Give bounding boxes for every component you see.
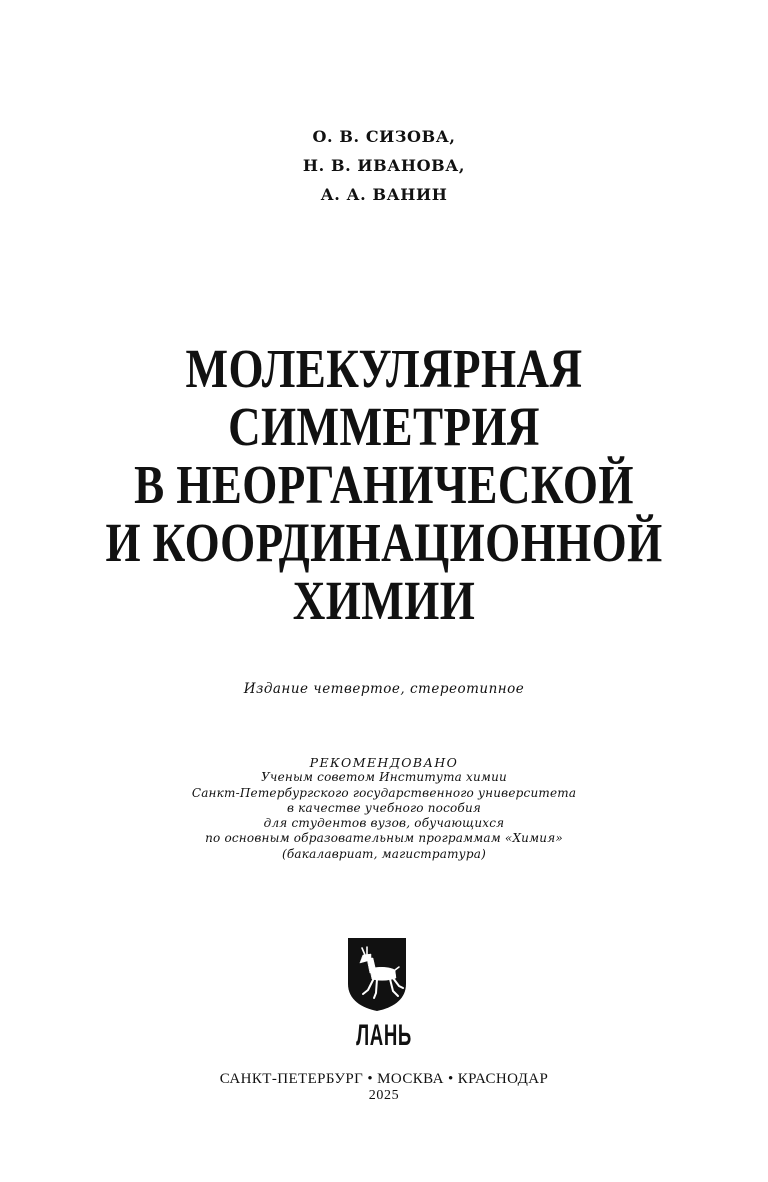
book-title: [69, 340, 699, 630]
title-line-1: МОЛЕКУЛЯРНАЯ: [185, 338, 583, 399]
edition-note: Издание четвертое, стереотипное: [243, 681, 525, 697]
publisher-logo-name: ЛАНЬ: [356, 1019, 412, 1052]
title-line-2: СИММЕТРИЯ: [228, 396, 540, 457]
deer-shield-icon: [346, 936, 408, 1012]
authors-block: [0, 122, 768, 209]
recommendation-line-2: Санкт-Петербургского государственного университета: [191, 785, 577, 800]
recommendation-line-6: (бакалавриат, магистратура): [282, 846, 486, 861]
publisher-cities: САНКТ-ПЕТЕРБУРГ • МОСКВА • КРАСНОДАР: [219, 1071, 549, 1087]
author-2: Н. В. ИВАНОВА,: [302, 156, 466, 175]
title-line-4: И КООРДИНАЦИОННОЙ: [105, 512, 663, 573]
recommendation-line-4: для студентов вузов, обучающихся: [263, 816, 505, 831]
publication-year: 2025: [368, 1088, 400, 1103]
recommendation-line-5: по основным образовательным программам «Химия»: [205, 831, 563, 846]
author-1: О. В. СИЗОВА,: [312, 127, 456, 146]
author-3: А. А. ВАНИН: [320, 185, 448, 204]
title-line-3: В НЕОРГАНИЧЕСКОЙ: [134, 454, 634, 515]
recommendation-heading: РЕКОМЕНДОВАНО: [309, 755, 459, 770]
recommendation-block: [0, 755, 768, 862]
recommendation-line-1: Ученым советом Института химии: [261, 770, 507, 785]
title-line-5: ХИМИИ: [292, 570, 476, 631]
recommendation-line-3: в качестве учебного пособия: [286, 800, 482, 815]
